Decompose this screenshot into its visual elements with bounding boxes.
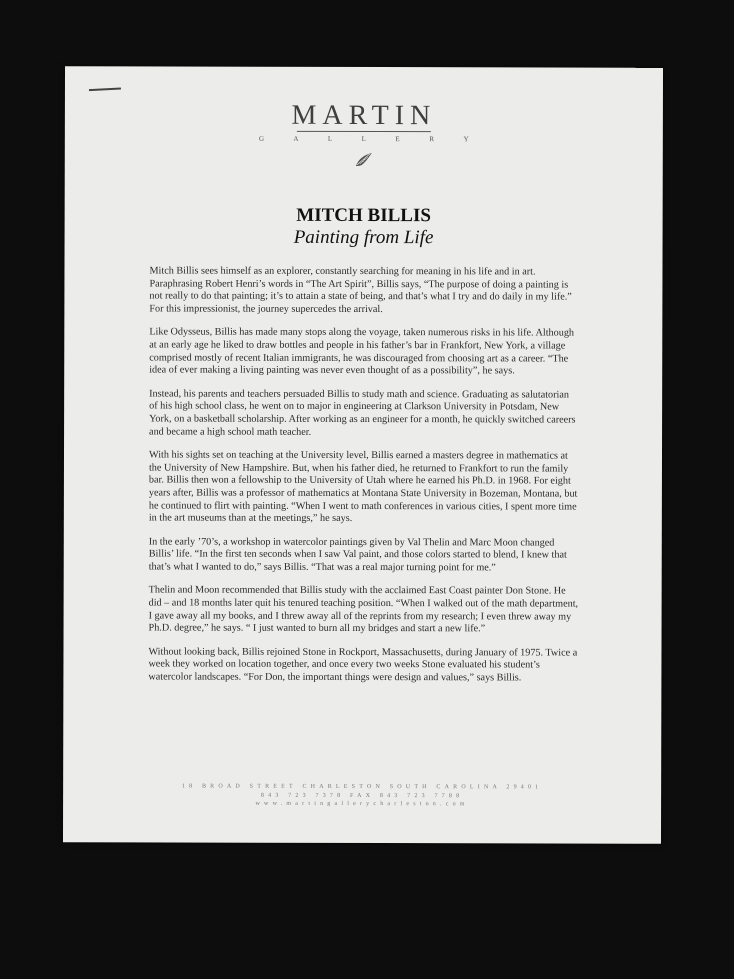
letterhead-footer (63, 782, 661, 809)
paragraph: Like Odysseus, Billis has made many stops along the voyage, taken numerous risks in his life. Although at an early age he liked to draw bottles and people in his father’s bar in Frankfort, New York, a village comprised mostly of recent Italian immigrants, he was discouraged from choosing art as a career. “The idea of ever making a living painting was never even thought of as a possibility”, he says. (149, 326, 575, 377)
article-title: MITCH BILLIS (296, 204, 431, 227)
paragraph: In the early ’70’s, a workshop in watercolor paintings given by Val Thelin and Marc Moon changed Billis’ life. “In the first ten seconds when I saw Val paint, and those colors started to blend, I knew that that’s what I wanted to do,” says Billis. “That was a real major turning point for me.” (148, 536, 567, 574)
pen-mark (89, 88, 121, 92)
article-header (65, 204, 663, 250)
logo-emblem-icon (353, 151, 375, 169)
logo-subtitle: G A L L E R Y (259, 134, 483, 144)
paragraph: Instead, his parents and teachers persuaded Billis to study math and science. Graduating as salutatorian of his high school class, he went on to major in engineering at Clarkson University in Potsdam, New York, on a basketball scholarship. After working as an engineer for a month, he quickly switched careers and became a high school math teacher. (149, 388, 576, 438)
paragraph: With his sights set on teaching at the University level, Billis earned a masters degree in mathematics at the University of New Hampshire. But, when his father died, he returned to Frankfort to run the family bar. Billis then won a fellowship to the University of Utah where he earned his Ph.D. in 1968. For eight years after, Billis was a professor of mathematics at Montana State University in Bozeman, Montana, but he continued to flirt with painting. “When I went to math conferences in various cities, I spent more time in the art museums than at the meetings,” he says. (148, 449, 578, 525)
article-body (148, 265, 579, 696)
logo-name: MARTIN (291, 99, 437, 132)
paragraph: Mitch Billis sees himself as an explorer, constantly searching for meaning in his life and in art. Paraphrasing Robert Henri’s words in “The Art Spirit”, Billis says, “The purpose of doing a painting is not really to do that painting; it’s to attain a state of being, and that’s what I try and do daily in my life.” For this impressionist, the journey supercedes the arrival. (149, 265, 572, 315)
footer-website: www.martingallerycharleston.com (255, 800, 469, 808)
document-page (63, 66, 663, 844)
paragraph: Without looking back, Billis rejoined Stone in Rockport, Massachusetts, during January of 1975. Twice a week they worked on location together, and once every two weeks Stone evaluated his student’s watercolor landscapes. “For Don, the important things were design and values,” says Billis. (148, 646, 578, 684)
gallery-logo (65, 100, 663, 170)
footer-phones: 843 723 7378 FAX 843 723 7788 (260, 792, 464, 799)
article-subtitle: Painting from Life (293, 226, 434, 249)
paragraph: Thelin and Moon recommended that Billis study with the acclaimed East Coast painter Don Stone. He did – and 18 months later quit his tenured teaching position. “When I walked out of the math department, I gave away all my books, and I threw away all of the reprints from my research; I even threw away my Ph.D. degree,” he says. “ I just wanted to burn all my bridges and start a new life.” (148, 584, 579, 635)
footer-address: 18 BROAD STREET CHARLESTON SOUTH CAROLINA 29401 (181, 783, 543, 791)
